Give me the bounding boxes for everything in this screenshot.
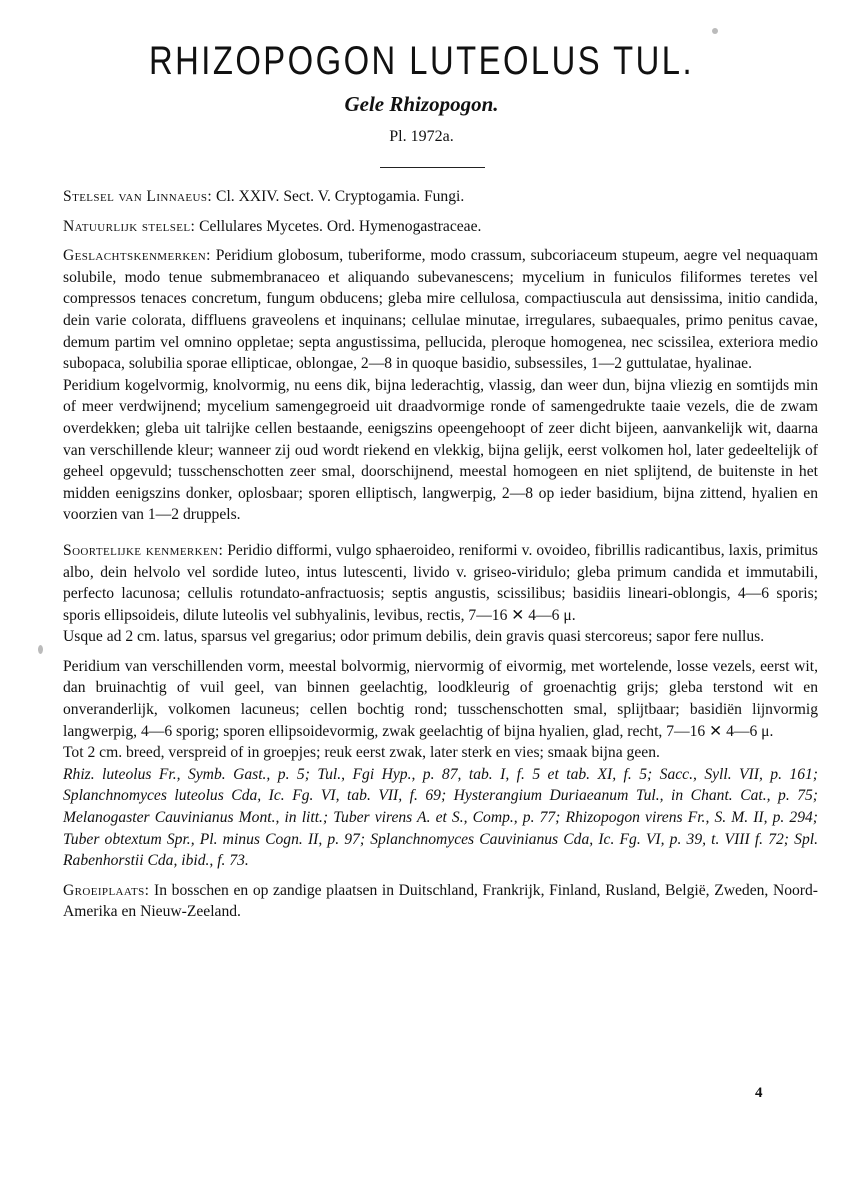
document-body xyxy=(63,186,818,923)
plate-number: Pl. 1972a. xyxy=(389,128,454,145)
genus-label: Geslachtskenmerken: xyxy=(63,247,211,265)
genus-dutch-paragraph xyxy=(63,375,818,526)
natural-system-text: Cellulares Mycetes. Ord. Hymenogastraceae. xyxy=(199,217,482,235)
species-label: Soortelijke kenmerken: xyxy=(63,541,224,559)
genus-latin-text: Peridium globosum, tuberiforme, modo crassum, subcoriaceum stupeum, aegre vel nequaquam solubile, modo tenue submembranaceo et aliquando subevanescens; mycelium in funiculos filiformes teretes vel compressos tenaces concretum, fungum obducens; gleba mire cellulosa, compactiuscula aut densissima, initio candida, dein varie colorata, diffluens graveolens et inquinans; cellulae minutae, irregulares, subaequales, primo penitus cavae, demum partim vel omnino oppletae; septa angustissima, pellucida, pleroque homogenea, nec scissilea, exteriora medio subopaca, solubilia sporae ellipticae, oblongae, 2—8 in quoque basidio, subsessiles, 1—2 guttulatae, hyalinae. xyxy=(63,247,818,373)
species-dutch-paragraph-2 xyxy=(63,742,818,764)
page-title: RHIZOPOGON LUTEOLUS TUL. xyxy=(148,39,695,83)
habitat-paragraph xyxy=(63,880,818,923)
linnaeus-label: Stelsel van Linnaeus: xyxy=(63,188,213,205)
species-dutch-text: Peridium van verschillenden vorm, meestal bolvormig, niervormig of eivormig, met wortelende, losse vezels, eerst wit, dan bruinachtig of vuil geel, van binnen geelachtig, loodkleurig of groenachtig grijs; gleba terstond wit en onveranderlijk, volkomen lacuneus; cellen bochtig rond; tusschenschotten smal, splijtbaar; basidiën lijnvormig langwerpig, 4—6 sporig; sporen ellipsoidevormig, zwak geelachtig of bijna hyalien, glad, recht, 7—16 ✕ 4—6 μ. xyxy=(63,657,818,740)
species-latin-paragraph xyxy=(63,540,818,626)
paper-speck xyxy=(712,28,718,34)
natural-system-paragraph xyxy=(63,216,818,238)
page-number: 4 xyxy=(755,1085,763,1101)
species-dutch-paragraph xyxy=(63,656,818,742)
species-latin-text: Peridio difformi, vulgo sphaeroideo, reniformi v. ovoideo, fibrillis radicantibus, laxis, primitus albo, dein helvolo vel sordide luteo, intus lutescenti, livido v. griseo-viridulo; gleba primum candida et immutabili, perfecto lacunosa; cellulis rotundato-anfractuosis; septis angustis, scissilibus; basidiis lineari-oblongis, 4—6 sporis; sporis ellipsoideis, dilute luteolis vel subhyalinis, levibus, rectis, 7—16 ✕ 4—6 μ. xyxy=(63,541,818,624)
references-paragraph xyxy=(63,764,818,872)
page-subtitle: Gele Rhizopogon. xyxy=(344,92,499,116)
references-text: Rhiz. luteolus Fr., Symb. Gast., p. 5; Tul., Fgi Hyp., p. 87, tab. I, f. 5 et tab. XI, f. 5; Sacc., Syll. VII, p. 161; Splanchnomyces luteolus Cda, Ic. Fg. VI, tab. VII, f. 69; Hysterangium Duriaeanum Tul., in Chant. Cat., p. 75; Melanogaster Cauvinianus Mont., in litt.; Tuber virens A. et S., Comp., p. 77; Rhizopogon virens Fr., S. M. II, p. 294; Tuber obtextum Spr., Pl. minus Cogn. II, p. 97; Splanchnomyces Cauvinianus Cda, Ic. Fg. VI, p. 39, t. VIII f. 72; Spl. Rabenhorstii Cda, ibid., f. 73. xyxy=(63,765,818,870)
linnaeus-paragraph xyxy=(63,186,818,208)
genus-latin-paragraph xyxy=(63,245,818,375)
genus-dutch-text: Peridium kogelvormig, knolvormig, nu eens dik, bijna lederachtig, vlassig, dan weer dun, bijna vliezig en somtijds min of meer verdwijnend; mycelium samengegroeid uit draadvormige ronde of samengedrukte taaie vezels, die de zwam overdekken; gleba uit talrijke cellen bestaande, eenigszins opeengehoopt of zeer dicht bijeen, aanvankelijk wit, daarna van verschillende kleur; wanneer zij oud wordt riekend en vlekkig, bijna gelijk, eerst volkomen hol, later gedeeltelijk of geheel opgevuld; tusschenschotten zeer smal, doorschijnend, meestal homogeen en niet splijtend, de buitenste in het midden eenigszins donker, oplosbaar; sporen elliptisch, langwerpig, 2—8 op ieder basidium, bijna zittend, hyalien en voorzien van 1—2 druppels. xyxy=(63,376,818,524)
species-dutch-text-2: Tot 2 cm. breed, verspreid of in groepjes; reuk eerst zwak, later sterk en vies; smaak bijna geen. xyxy=(63,744,660,762)
paper-speck xyxy=(38,645,43,654)
linnaeus-text: Cl. XXIV. Sect. V. Cryptogamia. Fungi. xyxy=(216,188,465,205)
species-latin-paragraph-2 xyxy=(63,626,818,648)
natural-system-label: Natuurlijk stelsel: xyxy=(63,217,196,235)
habitat-label: Groeiplaats: xyxy=(63,881,150,899)
species-latin-text-2: Usque ad 2 cm. latus, sparsus vel gregarius; odor primum debilis, dein gravis quasi stercoreus; sapor fere nullus. xyxy=(63,628,765,646)
habitat-text: In bosschen en op zandige plaatsen in Duitschland, Frankrijk, Finland, Rusland, België, Zweden, Noord-Amerika en Nieuw-Zeeland. xyxy=(63,881,818,921)
title-divider xyxy=(380,167,485,168)
